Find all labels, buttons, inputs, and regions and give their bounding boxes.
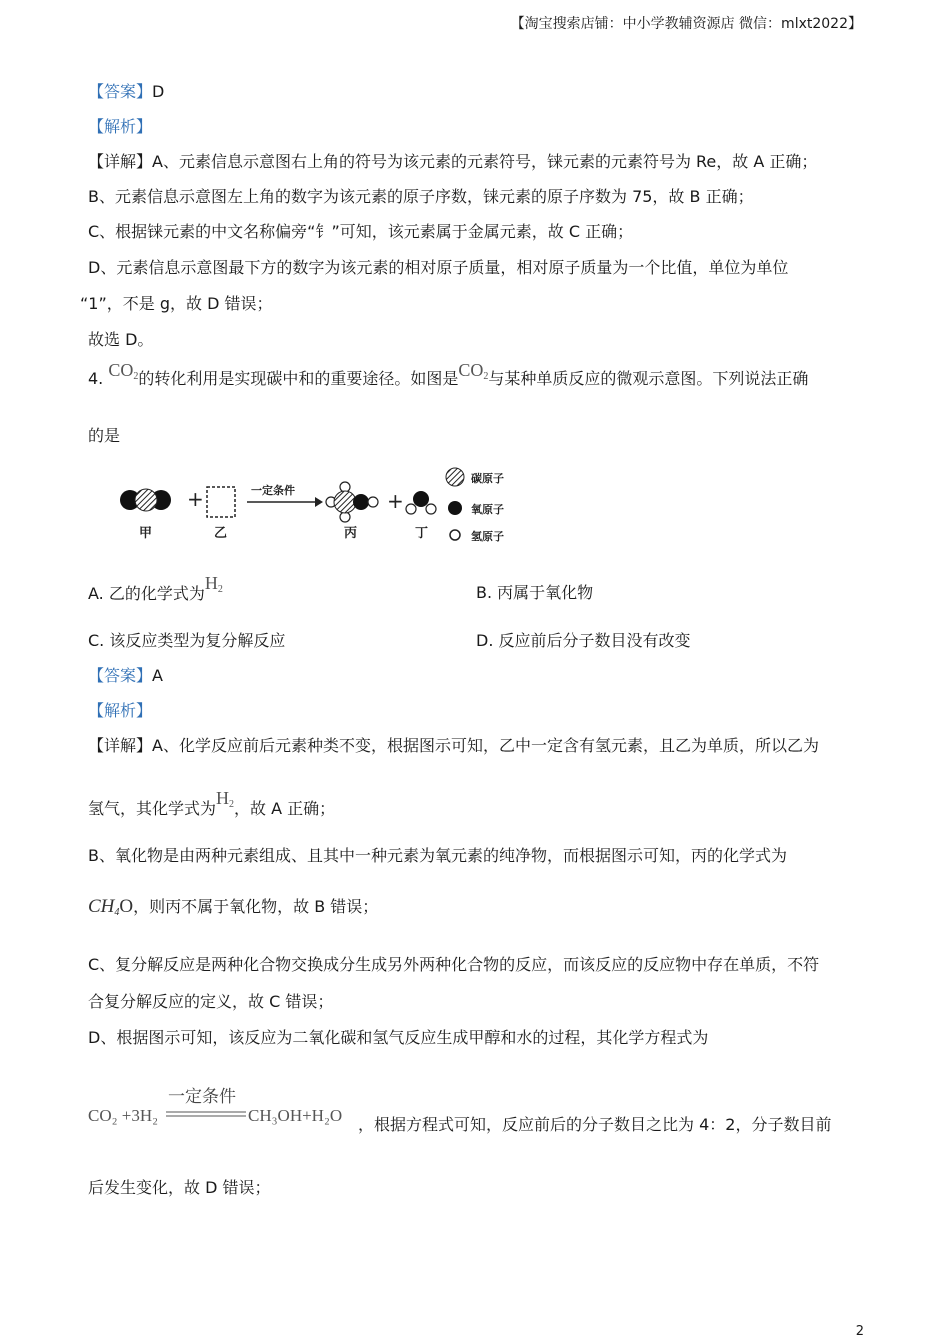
q4-detail-a2: 氢气，其化学式为$H_2$，故 A 正确； — [88, 788, 336, 818]
q3-detail-d2: “1”，不是 g，故 D 错误； — [80, 294, 273, 313]
plus-sign-1: + — [187, 487, 204, 511]
page-number: 2 — [855, 1324, 864, 1340]
label-yi: 乙 — [214, 526, 228, 541]
molecule-yi-box — [207, 487, 235, 517]
q4-detail-b2: $CH_4O$，则丙不属于氧化物，故 B 错误； — [88, 896, 379, 918]
q4-number: 4. — [88, 369, 104, 388]
eq-right: CH₃OH+H₂O — [248, 1106, 343, 1125]
legend-oxygen-label: 氧原子 — [471, 503, 504, 516]
q4-detail-a1: 【详解】A、化学反应前后元素种类不变，根据图示可知，乙中一定含有氢元素，且乙为单质，所以乙为 — [88, 736, 819, 755]
molecule-jia — [120, 489, 171, 511]
option-d: D. 反应前后分子数目没有改变 — [476, 631, 691, 650]
eq-double-line — [166, 1110, 246, 1118]
eq-condition: 一定条件 — [168, 1087, 236, 1107]
header-note: 【淘宝搜索店铺：中小学教辅资源店 微信：mlxt2022】 — [510, 16, 862, 32]
q3-detail-d1: D、元素信息示意图最下方的数字为该元素的相对原子质量，相对原子质量为一个比值，单位为单位 — [88, 258, 789, 277]
reaction-arrow — [247, 497, 323, 507]
label-ding: 丁 — [415, 526, 429, 541]
q4-stem-part2: 与某种单质反应的微观示意图。下列说法正确 — [488, 369, 809, 388]
option-b: B. 丙属于氧化物 — [476, 583, 594, 602]
eq-left: CO₂ +3H₂ — [88, 1106, 159, 1125]
q4-stem-line2: 的是 — [88, 426, 121, 445]
q4-detail-c1: C、复分解反应是两种化合物交换成分生成另外两种化合物的反应，而该反应的反应物中存在单质，不符 — [88, 955, 820, 974]
q4-stem-line1 — [88, 360, 809, 391]
q3-detail-c: C、根据铼元素的中文名称偏旁“钅”可知，该元素属于金属元素，故 C 正确； — [88, 222, 634, 241]
legend-carbon-label: 碳原子 — [471, 472, 504, 485]
answer-value: D — [152, 82, 165, 101]
q3-analysis-tag: 【解析】 — [88, 117, 153, 136]
q3-answer-line — [88, 82, 164, 101]
q4-detail-c2: 合复分解反应的定义，故 C 错误； — [88, 992, 334, 1011]
legend-hydrogen-label: 氢原子 — [471, 530, 504, 543]
q3-detail-a: 【详解】A、元素信息示意图右上角的符号为该元素的元素符号，铼元素的元素符号为 Re，故 A 正确； — [88, 152, 818, 171]
legend — [446, 468, 504, 543]
h2-formula: $H_2$ — [204, 573, 223, 595]
q4-detail-d3: 后发生变化，故 D 错误； — [88, 1178, 271, 1197]
label-jia: 甲 — [139, 526, 153, 541]
answer-tag: 【答案】 — [88, 82, 153, 101]
q4-detail-b1: B、氧化物是由两种元素组成、且其中一种元素为氧元素的纯净物，而根据图示可知，丙的化学式为 — [88, 846, 787, 865]
ch4o-formula: $CH_4O$ — [88, 896, 134, 918]
q4-analysis-tag: 【解析】 — [88, 701, 153, 720]
answer-tag: 【答案】 — [88, 666, 153, 685]
q4-detail-d1: D、根据图示可知，该反应为二氧化碳和氢气反应生成甲醇和水的过程，其化学方程式为 — [88, 1028, 709, 1047]
q3-choose: 故选 D。 — [88, 330, 154, 349]
molecule-ding — [406, 491, 436, 514]
molecule-bing — [326, 482, 378, 522]
plus-sign-2: + — [387, 489, 404, 513]
arrow-condition-label: 一定条件 — [251, 484, 295, 497]
option-c: C. 该反应类型为复分解反应 — [88, 631, 286, 650]
q4-detail-d2: ，根据方程式可知，反应前后的分子数目之比为 4：2，分子数目前 — [358, 1115, 832, 1134]
h2-formula-2: $H_2$ — [216, 788, 235, 810]
q4-answer-line — [88, 666, 163, 685]
co2-formula: $CO_2$ — [108, 360, 139, 382]
answer-value: A — [152, 666, 163, 685]
option-a: A. 乙的化学式为$H_2$ — [88, 573, 223, 603]
q4-stem-part1: 的转化利用是实现碳中和的重要途径。如图是 — [138, 369, 459, 388]
label-bing: 丙 — [344, 526, 358, 541]
q3-detail-b: B、元素信息示意图左上角的数字为该元素的原子序数，铼元素的原子序数为 75，故 B 正确； — [88, 187, 754, 206]
reaction-diagram — [115, 465, 535, 555]
co2-formula-2: $CO_2$ — [458, 360, 489, 382]
